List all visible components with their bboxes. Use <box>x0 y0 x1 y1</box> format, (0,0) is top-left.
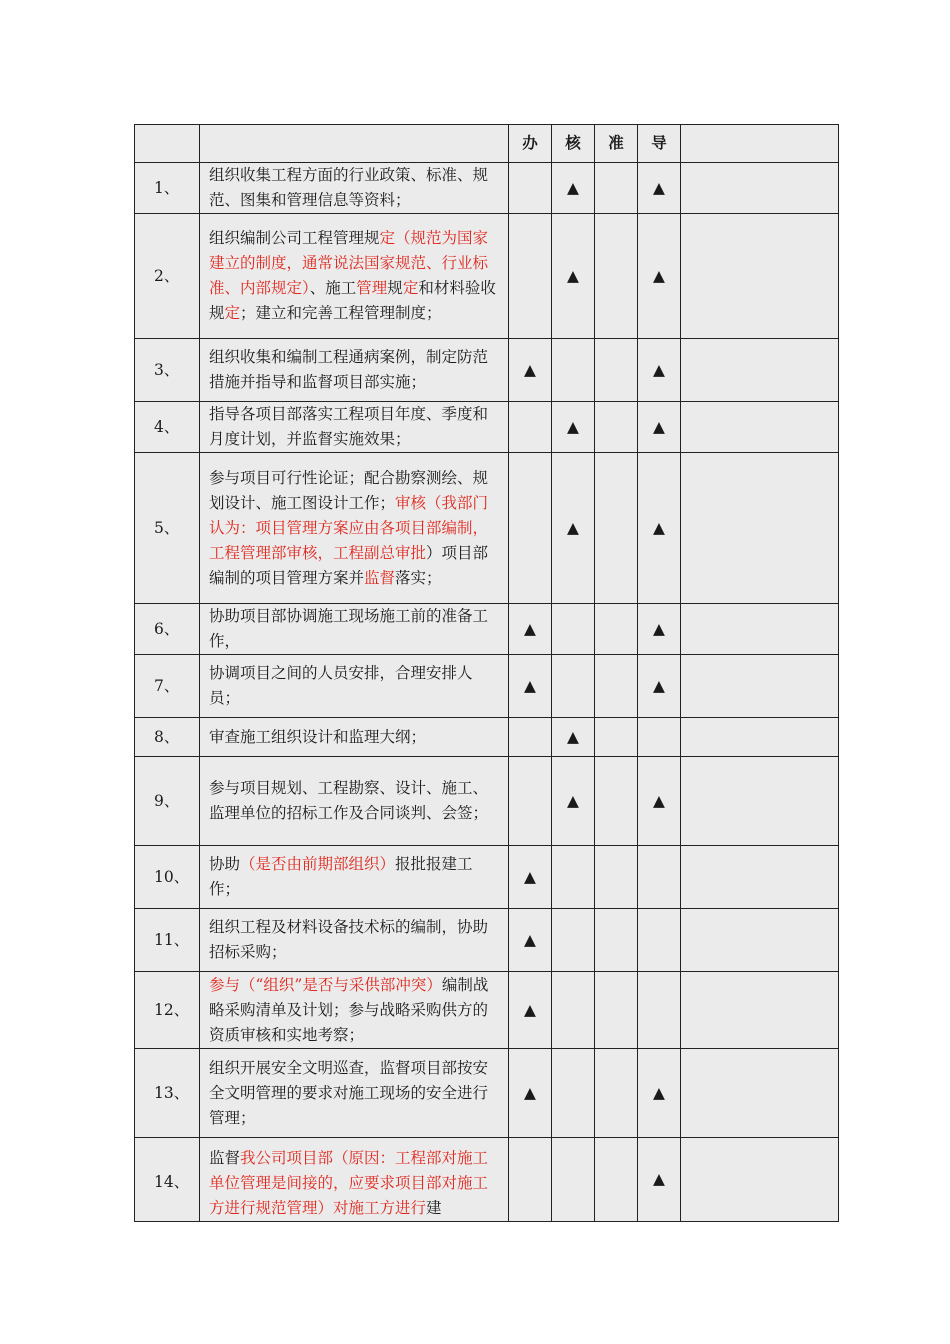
triangle-mark-icon: ▲ <box>567 791 579 810</box>
duty-text-segment: 、施工 <box>309 279 357 297</box>
mark-cell-dao <box>638 604 681 655</box>
note-cell <box>681 1138 839 1222</box>
duty-text <box>200 604 509 655</box>
duty-text <box>200 402 509 453</box>
duty-text <box>200 163 509 214</box>
row-number: 2、 <box>135 214 200 339</box>
mark-cell-zhun <box>595 339 638 402</box>
header-cell-index <box>135 125 200 163</box>
mark-cell-ban <box>509 339 552 402</box>
mark-cell-dao <box>638 163 681 214</box>
note-cell <box>681 909 839 972</box>
duty-text-segment: 监督 <box>209 1149 241 1167</box>
duty-text-segment: 落实； <box>395 568 442 587</box>
table-row <box>135 846 839 909</box>
triangle-mark-icon: ▲ <box>653 518 665 537</box>
table-row <box>135 1049 839 1138</box>
mark-cell-zhun <box>595 1138 638 1222</box>
mark-cell-zhun <box>595 214 638 339</box>
annotation-text: 管理 <box>356 279 388 297</box>
annotation-text: 定 <box>224 304 241 322</box>
mark-cell-ban <box>509 214 552 339</box>
duty-text <box>200 972 509 1049</box>
header-cell-zhun: 准 <box>595 125 638 163</box>
annotation-text: 审核（我部门认为：项目管理方案应由各项目部编制，工程管理部审核，工程副总审批 <box>209 493 489 562</box>
mark-cell-he <box>552 909 595 972</box>
duty-text-segment: 组织收集和编制工程通病案例，制定防范措施并指导和监督项目部实施； <box>209 348 489 391</box>
mark-cell-ban <box>509 402 552 453</box>
triangle-mark-icon: ▲ <box>567 178 579 197</box>
mark-cell-zhun <box>595 718 638 757</box>
mark-cell-zhun <box>595 846 638 909</box>
duty-text-segment: 参与项目可行性论证；配合勘察测绘、规划设计、施工图设计工作； <box>209 468 489 512</box>
duty-text-segment: 编制战略采购清单及计划；参与战略采购供方的资质审核和实地考察； <box>209 975 489 1044</box>
row-number: 11、 <box>135 909 200 972</box>
duty-text <box>200 453 509 604</box>
duty-text-segment: 协助项目部协调施工现场施工前的准备工作， <box>209 607 489 650</box>
mark-cell-zhun <box>595 972 638 1049</box>
mark-cell-dao <box>638 402 681 453</box>
note-cell <box>681 339 839 402</box>
mark-cell-he <box>552 1049 595 1138</box>
header-cell-duty <box>200 125 509 163</box>
duty-text-segment: 规 <box>387 279 403 297</box>
row-number: 14、 <box>135 1138 200 1222</box>
mark-cell-dao <box>638 339 681 402</box>
header-cell-dao: 导 <box>638 125 681 163</box>
triangle-mark-icon: ▲ <box>567 266 579 285</box>
note-cell <box>681 214 839 339</box>
table-row <box>135 163 839 214</box>
mark-cell-he <box>552 339 595 402</box>
duty-text <box>200 1138 509 1222</box>
note-cell <box>681 972 839 1049</box>
mark-cell-ban <box>509 846 552 909</box>
triangle-mark-icon: ▲ <box>653 1083 665 1102</box>
triangle-mark-icon: ▲ <box>653 360 665 379</box>
mark-cell-ban <box>509 718 552 757</box>
mark-cell-dao <box>638 846 681 909</box>
duty-text <box>200 655 509 718</box>
note-cell <box>681 604 839 655</box>
triangle-mark-icon: ▲ <box>524 619 536 638</box>
mark-cell-he <box>552 846 595 909</box>
duty-text <box>200 909 509 972</box>
annotation-text: 定（规范为国家建立的制度，通常说法国家规范、行业标准、内部规定） <box>209 229 489 297</box>
table-row <box>135 604 839 655</box>
note-cell <box>681 757 839 846</box>
duty-text <box>200 1049 509 1138</box>
table-row <box>135 909 839 972</box>
note-cell <box>681 655 839 718</box>
table-row <box>135 972 839 1049</box>
mark-cell-ban <box>509 972 552 1049</box>
mark-cell-he <box>552 757 595 846</box>
table-row <box>135 214 839 339</box>
note-cell <box>681 1049 839 1138</box>
mark-cell-he <box>552 402 595 453</box>
mark-cell-he <box>552 655 595 718</box>
duty-text-segment: 组织编制公司工程管理规 <box>209 229 380 247</box>
mark-cell-ban <box>509 1138 552 1222</box>
duty-text-segment: 指导各项目部落实工程项目年度、季度和月度计划，并监督实施效果； <box>209 405 489 448</box>
header-cell-ban: 办 <box>509 125 552 163</box>
mark-cell-he <box>552 972 595 1049</box>
row-number: 13、 <box>135 1049 200 1138</box>
responsibility-table <box>134 124 839 1222</box>
duty-text <box>200 339 509 402</box>
table-row <box>135 402 839 453</box>
mark-cell-zhun <box>595 402 638 453</box>
triangle-mark-icon: ▲ <box>653 1170 665 1188</box>
triangle-mark-icon: ▲ <box>567 727 579 746</box>
row-number: 9、 <box>135 757 200 846</box>
duty-text-segment: 组织收集工程方面的行业政策、标准、规范、图集和管理信息等资料； <box>209 166 489 209</box>
triangle-mark-icon: ▲ <box>524 360 536 379</box>
triangle-mark-icon: ▲ <box>524 867 536 886</box>
duty-text <box>200 757 509 846</box>
mark-cell-ban <box>509 163 552 214</box>
header-cell-note <box>681 125 839 163</box>
mark-cell-zhun <box>595 655 638 718</box>
mark-cell-dao <box>638 453 681 604</box>
mark-cell-he <box>552 214 595 339</box>
duty-text-segment: 协助 <box>209 855 241 873</box>
annotation-text: 监督 <box>364 568 396 587</box>
mark-cell-ban <box>509 909 552 972</box>
annotation-text: （是否由前期部组织） <box>240 855 396 873</box>
duty-text <box>200 846 509 909</box>
row-number: 4、 <box>135 402 200 453</box>
table-row <box>135 453 839 604</box>
duty-text-segment: 参与项目规划、工程勘察、设计、施工、监理单位的招标工作及合同谈判、会签； <box>209 779 489 822</box>
triangle-mark-icon: ▲ <box>653 619 665 638</box>
duty-text-segment: ）项目部编制的项目管理方案并 <box>209 543 489 587</box>
row-number: 6、 <box>135 604 200 655</box>
mark-cell-ban <box>509 604 552 655</box>
row-number: 10、 <box>135 846 200 909</box>
row-number: 5、 <box>135 453 200 604</box>
mark-cell-zhun <box>595 163 638 214</box>
mark-cell-zhun <box>595 604 638 655</box>
duty-text-segment: 组织开展安全文明巡查，监督项目部按安全文明管理的要求对施工现场的安全进行管理； <box>209 1058 489 1127</box>
note-cell <box>681 402 839 453</box>
mark-cell-dao <box>638 909 681 972</box>
row-number: 7、 <box>135 655 200 718</box>
mark-cell-zhun <box>595 909 638 972</box>
mark-cell-dao <box>638 214 681 339</box>
duty-text <box>200 718 509 757</box>
duty-text-segment: 组织工程及材料设备技术标的编制，协助招标采购； <box>209 918 489 961</box>
mark-cell-he <box>552 604 595 655</box>
table-row <box>135 1138 839 1222</box>
mark-cell-he <box>552 718 595 757</box>
triangle-mark-icon: ▲ <box>524 1000 536 1019</box>
mark-cell-he <box>552 1138 595 1222</box>
triangle-mark-icon: ▲ <box>653 178 665 197</box>
triangle-mark-icon: ▲ <box>653 791 665 810</box>
mark-cell-dao <box>638 1138 681 1222</box>
note-cell <box>681 163 839 214</box>
triangle-mark-icon: ▲ <box>653 676 665 695</box>
duty-text-segment: ；建立和完善工程管理制度； <box>240 304 442 322</box>
header-row <box>135 125 839 163</box>
header-cell-he: 核 <box>552 125 595 163</box>
mark-cell-ban <box>509 1049 552 1138</box>
duty-text <box>200 214 509 339</box>
triangle-mark-icon: ▲ <box>653 417 665 436</box>
note-cell <box>681 453 839 604</box>
annotation-text: 我公司项目部（原因：工程部对施工单位管理是间接的，应要求项目部对施工方进行规范管理）对施工方进行 <box>209 1149 489 1217</box>
table-row <box>135 757 839 846</box>
annotation-text: 参与（“组织”是否与采供部冲突） <box>209 975 442 994</box>
mark-cell-zhun <box>595 1049 638 1138</box>
row-number: 8、 <box>135 718 200 757</box>
duty-text-segment: 建 <box>426 1199 442 1217</box>
table-row <box>135 339 839 402</box>
row-number: 1、 <box>135 163 200 214</box>
triangle-mark-icon: ▲ <box>653 266 665 285</box>
mark-cell-ban <box>509 453 552 604</box>
triangle-mark-icon: ▲ <box>524 930 536 949</box>
triangle-mark-icon: ▲ <box>567 417 579 436</box>
mark-cell-he <box>552 453 595 604</box>
mark-cell-ban <box>509 757 552 846</box>
mark-cell-dao <box>638 757 681 846</box>
row-number: 3、 <box>135 339 200 402</box>
duty-text-segment: 报批报建工作； <box>209 855 473 898</box>
triangle-mark-icon: ▲ <box>524 1083 536 1102</box>
mark-cell-zhun <box>595 453 638 604</box>
mark-cell-ban <box>509 655 552 718</box>
table-row <box>135 655 839 718</box>
mark-cell-dao <box>638 655 681 718</box>
mark-cell-zhun <box>595 757 638 846</box>
duty-text-segment: 审查施工组织设计和监理大纲； <box>209 727 427 746</box>
row-number: 12、 <box>135 972 200 1049</box>
mark-cell-dao <box>638 972 681 1049</box>
mark-cell-dao <box>638 1049 681 1138</box>
note-cell <box>681 718 839 757</box>
duty-text-segment: 协调项目之间的人员安排，合理安排人员； <box>209 664 473 707</box>
triangle-mark-icon: ▲ <box>567 518 579 537</box>
annotation-text: 定 <box>402 279 419 297</box>
mark-cell-he <box>552 163 595 214</box>
duty-text-segment: 和材料验收规 <box>209 279 496 322</box>
triangle-mark-icon: ▲ <box>524 676 536 695</box>
table-row <box>135 718 839 757</box>
note-cell <box>681 846 839 909</box>
mark-cell-dao <box>638 718 681 757</box>
